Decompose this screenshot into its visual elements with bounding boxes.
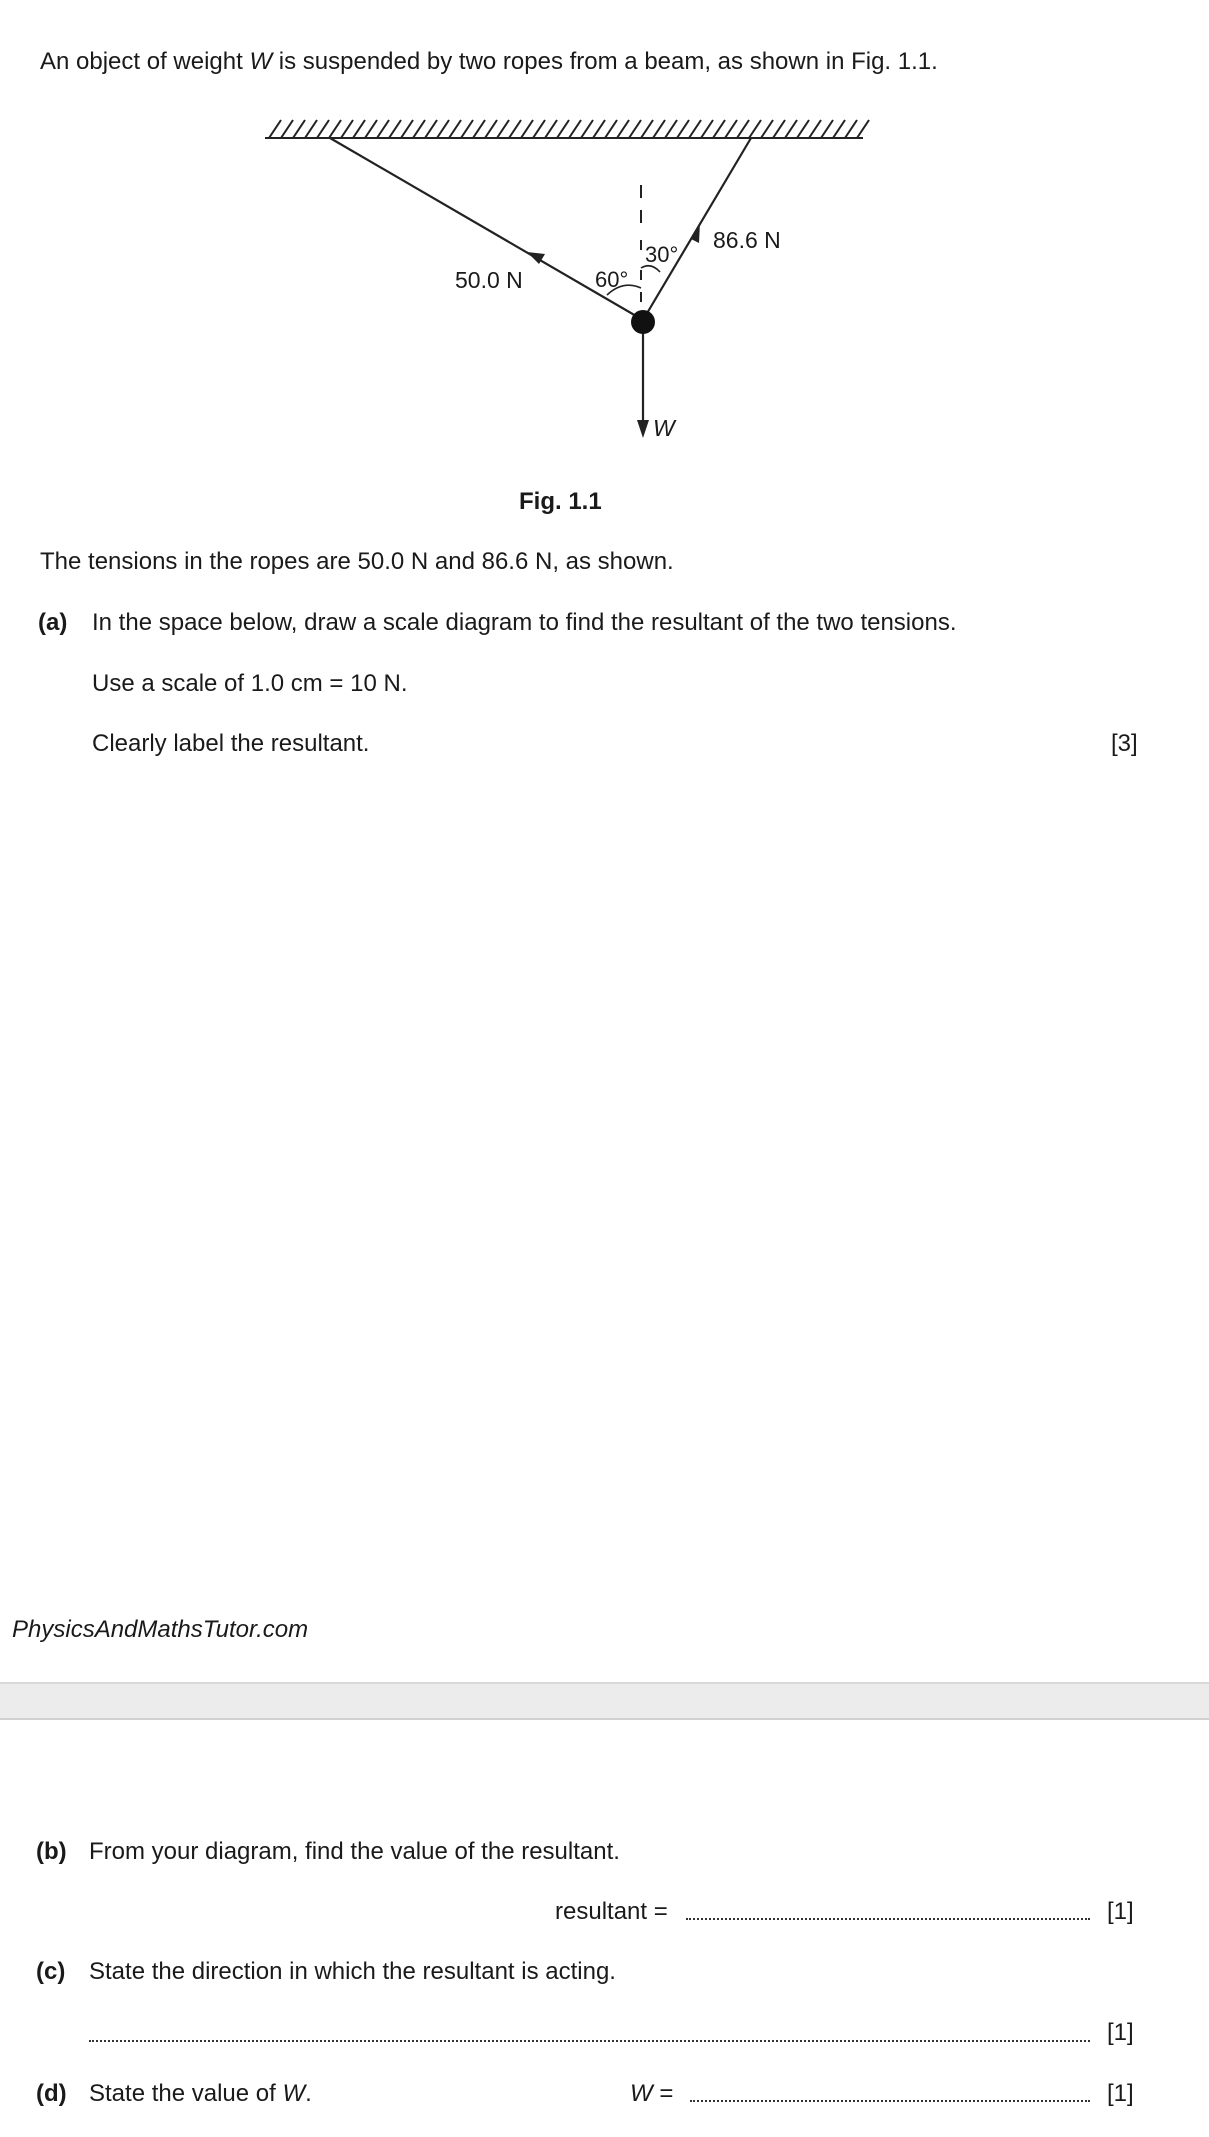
beam-hatch-stroke	[629, 120, 641, 138]
beam-hatch-stroke	[713, 120, 725, 138]
label-weight: W	[653, 415, 675, 441]
beam-hatch-stroke	[305, 120, 317, 138]
beam-hatch-stroke	[833, 120, 845, 138]
beam-hatch-stroke	[581, 120, 593, 138]
beam-hatch-stroke	[377, 120, 389, 138]
beam-hatch-stroke	[461, 120, 473, 138]
beam-hatch-stroke	[677, 120, 689, 138]
beam-hatching	[265, 120, 869, 138]
beam-hatch-stroke	[401, 120, 413, 138]
beam-hatch-stroke	[497, 120, 509, 138]
resultant-answer-label: resultant =	[555, 1898, 668, 1925]
part-a-line3: Clearly label the resultant.	[92, 730, 370, 757]
beam-hatch-stroke	[809, 120, 821, 138]
w-answer-line[interactable]	[690, 2100, 1090, 2102]
beam-hatch-stroke	[569, 120, 581, 138]
beam-hatch-stroke	[533, 120, 545, 138]
beam-hatch-stroke	[293, 120, 305, 138]
part-d-marks: [1]	[1107, 2080, 1134, 2107]
beam-hatch-stroke	[857, 120, 869, 138]
w-answer-label: W =	[630, 2080, 674, 2107]
beam-hatch-stroke	[413, 120, 425, 138]
part-a-line2: Use a scale of 1.0 cm = 10 N.	[92, 670, 408, 697]
beam-hatch-stroke	[269, 120, 281, 138]
beam-hatch-stroke	[641, 120, 653, 138]
intro-text: An object of weight W is suspended by two ropes from a beam, as shown in Fig. 1.1.	[40, 48, 938, 75]
beam-hatch-stroke	[389, 120, 401, 138]
beam-hatch-stroke	[773, 120, 785, 138]
figure-caption: Fig. 1.1	[519, 488, 602, 515]
beam-hatch-stroke	[701, 120, 713, 138]
beam-hatch-stroke	[485, 120, 497, 138]
right-tension-arrow	[691, 222, 700, 243]
direction-answer-line[interactable]	[89, 2040, 1090, 2042]
object-mass	[631, 310, 655, 334]
beam-hatch-stroke	[521, 120, 533, 138]
label-left-tension: 50.0 N	[455, 267, 523, 293]
part-d-text: State the value of W.	[89, 2080, 312, 2107]
beam-hatch-stroke	[365, 120, 377, 138]
footer-watermark: PhysicsAndMathsTutor.com	[12, 1616, 309, 1643]
beam-hatch-stroke	[509, 120, 521, 138]
part-a-marks: [3]	[1111, 730, 1138, 757]
page-divider-bottom	[0, 1718, 1209, 1720]
label-right-tension: 86.6 N	[713, 227, 781, 253]
beam-hatch-stroke	[821, 120, 833, 138]
beam-hatch-stroke	[797, 120, 809, 138]
beam-hatch-stroke	[329, 120, 341, 138]
part-d-label: (d)	[36, 2080, 67, 2107]
part-a-drawing-area[interactable]	[40, 780, 1140, 1580]
label-angle-left: 60°	[595, 267, 629, 292]
beam-hatch-stroke	[689, 120, 701, 138]
part-b-marks: [1]	[1107, 1898, 1134, 1925]
part-b-label: (b)	[36, 1838, 67, 1865]
beam-hatch-stroke	[617, 120, 629, 138]
beam-hatch-stroke	[557, 120, 569, 138]
beam-hatch-stroke	[653, 120, 665, 138]
part-c-marks: [1]	[1107, 2019, 1134, 2046]
weight-arrow	[637, 420, 649, 438]
label-angle-right: 30°	[645, 242, 679, 267]
beam-hatch-stroke	[665, 120, 677, 138]
part-a-line1: In the space below, draw a scale diagram to find the resultant of the two tensions.	[92, 609, 957, 636]
statement-text: The tensions in the ropes are 50.0 N and 86.6 N, as shown.	[40, 548, 674, 575]
resultant-answer-line[interactable]	[686, 1918, 1090, 1920]
beam-hatch-stroke	[425, 120, 437, 138]
part-c-text: State the direction in which the resultant is acting.	[89, 1958, 616, 1985]
beam-hatch-stroke	[845, 120, 857, 138]
part-c-label: (c)	[36, 1958, 66, 1985]
beam-hatch-stroke	[761, 120, 773, 138]
beam-hatch-stroke	[593, 120, 605, 138]
beam-hatch-stroke	[353, 120, 365, 138]
beam-hatch-stroke	[449, 120, 461, 138]
fig-1-1-diagram	[255, 110, 875, 450]
part-a-label: (a)	[38, 609, 68, 636]
beam-hatch-stroke	[473, 120, 485, 138]
beam-hatch-stroke	[437, 120, 449, 138]
beam-hatch-stroke	[725, 120, 737, 138]
beam-hatch-stroke	[317, 120, 329, 138]
beam-hatch-stroke	[785, 120, 797, 138]
beam-hatch-stroke	[341, 120, 353, 138]
page-gap	[0, 1684, 1209, 1718]
part-b-text: From your diagram, find the value of the resultant.	[89, 1838, 620, 1865]
beam-hatch-stroke	[737, 120, 749, 138]
beam-hatch-stroke	[749, 120, 761, 138]
beam-hatch-stroke	[545, 120, 557, 138]
beam-hatch-stroke	[605, 120, 617, 138]
beam-hatch-stroke	[281, 120, 293, 138]
